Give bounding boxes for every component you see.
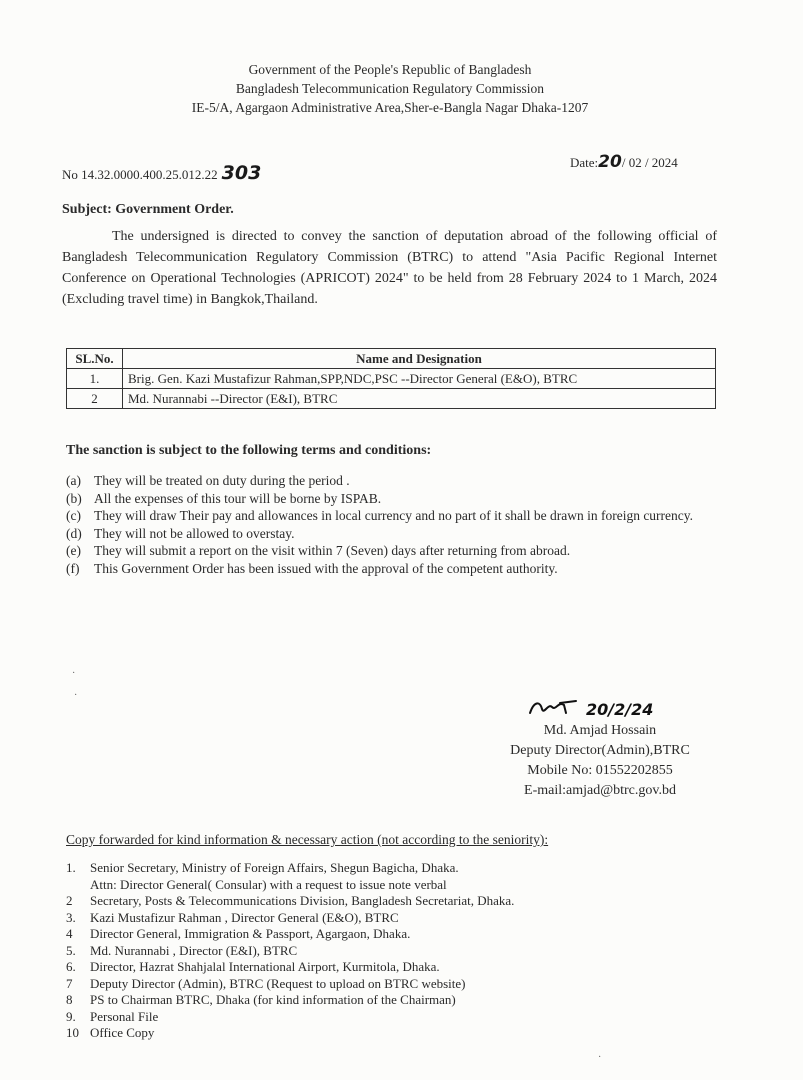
- list-item: [66, 860, 626, 877]
- date-month-year: / 02 / 2024: [621, 155, 678, 170]
- item-number: 6.: [66, 959, 76, 974]
- date-handwritten-day: 20: [598, 152, 622, 172]
- list-item: [66, 893, 626, 910]
- condition-label: (e): [66, 543, 81, 558]
- table-cell-name: Brig. Gen. Kazi Mustafizur Rahman,SPP,NDC,PSC --Director General (E&O), BTRC: [123, 369, 716, 389]
- reference-number: [62, 162, 261, 184]
- date-label: Date:: [570, 155, 599, 170]
- condition-label: (c): [66, 508, 81, 523]
- letterhead-government: Government of the People's Republic of Bangladesh: [248, 62, 532, 77]
- list-item: [66, 490, 726, 508]
- list-item: [66, 472, 726, 490]
- list-item: [66, 525, 726, 543]
- signatory-name: Md. Amjad Hossain: [543, 723, 657, 738]
- letterhead-address: IE-5/A, Agargaon Administrative Area,Sher-e-Bangla Nagar Dhaka-1207: [191, 100, 589, 115]
- item-text: Secretary, Posts & Telecommunications Division, Bangladesh Secretariat, Dhaka.: [90, 893, 515, 908]
- condition-label: (a): [66, 473, 81, 488]
- list-item: [66, 507, 726, 525]
- item-text: Office Copy: [90, 1025, 155, 1040]
- table-row: [67, 369, 716, 389]
- copy-recipient-list: [66, 860, 626, 1042]
- table-header-sl: SL.No.: [67, 349, 123, 369]
- item-text: Personal File: [90, 1008, 159, 1024]
- item-number: 8: [66, 992, 73, 1007]
- list-item: [66, 877, 626, 894]
- signature-date: 20/2/24: [586, 700, 654, 719]
- body-paragraph: The undersigned is directed to convey the sanction of deputation abroad of the following official of Bangladesh Telecommunication Regulatory Commission (BTRC) to attend "Asia Pacific Regional Internet Conference on Operational Technologies (APRICOT) 2024" to be held from 28 February 2024 to 1 March, 2024 (Excluding travel time) in Bangkok,Thailand.: [62, 229, 717, 307]
- item-text: Director, Hazrat Shahjalal International Airport, Kurmitola, Dhaka.: [90, 959, 440, 974]
- conditions-list: [66, 472, 726, 577]
- letterhead-commission: Bangladesh Telecommunication Regulatory Commission: [235, 81, 545, 96]
- condition-text: They will not be allowed to overstay.: [94, 525, 295, 541]
- document-date: [570, 152, 678, 172]
- signatory-email: E-mail:amjad@btrc.gov.bd: [524, 783, 676, 798]
- condition-text: All the expenses of this tour will be borne by ISPAB.: [94, 490, 382, 506]
- handwritten-signature: [500, 695, 700, 721]
- list-item: [66, 1009, 626, 1026]
- item-number: 2: [66, 893, 73, 908]
- scan-speck: ·: [72, 668, 76, 679]
- condition-text: They will submit a report on the visit within 7 (Seven) days after returning from abroad.: [94, 543, 571, 558]
- copy-forwarded-heading: Copy forwarded for kind information & necessary action (not according to the seniority):: [66, 832, 549, 847]
- list-item: [66, 926, 626, 943]
- list-item: [66, 959, 626, 976]
- condition-label: (b): [66, 490, 82, 506]
- list-item: [66, 542, 726, 560]
- item-text: Kazi Mustafizur Rahman , Director General (E&O), BTRC: [90, 909, 399, 925]
- list-item: [66, 976, 626, 993]
- item-number: 5.: [66, 942, 76, 958]
- table-row: [67, 389, 716, 409]
- subject-line: Subject: Government Order.: [62, 202, 234, 217]
- table-header-row: [67, 349, 716, 369]
- signature-block: [490, 695, 710, 801]
- item-number: 7: [66, 975, 73, 991]
- list-item: [66, 992, 626, 1009]
- reference-number-printed: No 14.32.0000.400.25.012.22: [62, 167, 218, 182]
- list-item: [66, 1025, 626, 1042]
- item-number: 3.: [66, 909, 76, 925]
- item-number: 9.: [66, 1008, 76, 1024]
- letterhead: [130, 60, 650, 117]
- scan-speck: ·: [598, 1052, 602, 1063]
- condition-text: They will draw Their pay and allowances in local currency and no part of it shall be drawn in foreign currency.: [94, 508, 694, 523]
- item-text: Deputy Director (Admin), BTRC (Request to upload on BTRC website): [90, 975, 466, 991]
- item-text: Director General, Immigration & Passport, Agargaon, Dhaka.: [90, 926, 411, 941]
- item-text: Md. Nurannabi , Director (E&I), BTRC: [90, 942, 298, 958]
- item-text: Senior Secretary, Ministry of Foreign Affairs, Shegun Bagicha, Dhaka.: [90, 860, 459, 875]
- list-item: [66, 943, 626, 960]
- terms-heading: The sanction is subject to the following terms and conditions:: [66, 443, 432, 458]
- signatory-mobile: Mobile No: 01552202855: [527, 763, 673, 778]
- list-item: [66, 910, 626, 927]
- reference-number-handwritten: 303: [221, 162, 262, 184]
- item-number: 1.: [66, 860, 76, 875]
- condition-label: (f): [66, 560, 80, 576]
- table-header-name: Name and Designation: [123, 349, 716, 369]
- scan-speck: ·: [74, 690, 78, 701]
- table-cell-sl: 2: [67, 389, 123, 409]
- item-number: 4: [66, 926, 73, 941]
- condition-text: This Government Order has been issued with the approval of the competent authority.: [94, 560, 558, 576]
- table-cell-name: Md. Nurannabi --Director (E&I), BTRC: [123, 389, 716, 409]
- condition-text: They will be treated on duty during the period .: [94, 473, 350, 488]
- item-text: Attn: Director General( Consular) with a request to issue note verbal: [90, 876, 447, 892]
- item-text: PS to Chairman BTRC, Dhaka (for kind information of the Chairman): [90, 992, 456, 1007]
- item-number: [66, 877, 90, 894]
- table-cell-sl: 1.: [67, 369, 123, 389]
- condition-label: (d): [66, 525, 82, 541]
- signatory-designation: Deputy Director(Admin),BTRC: [510, 743, 690, 758]
- item-number: 10: [66, 1025, 79, 1040]
- officials-table: [66, 348, 716, 409]
- list-item: [66, 560, 726, 578]
